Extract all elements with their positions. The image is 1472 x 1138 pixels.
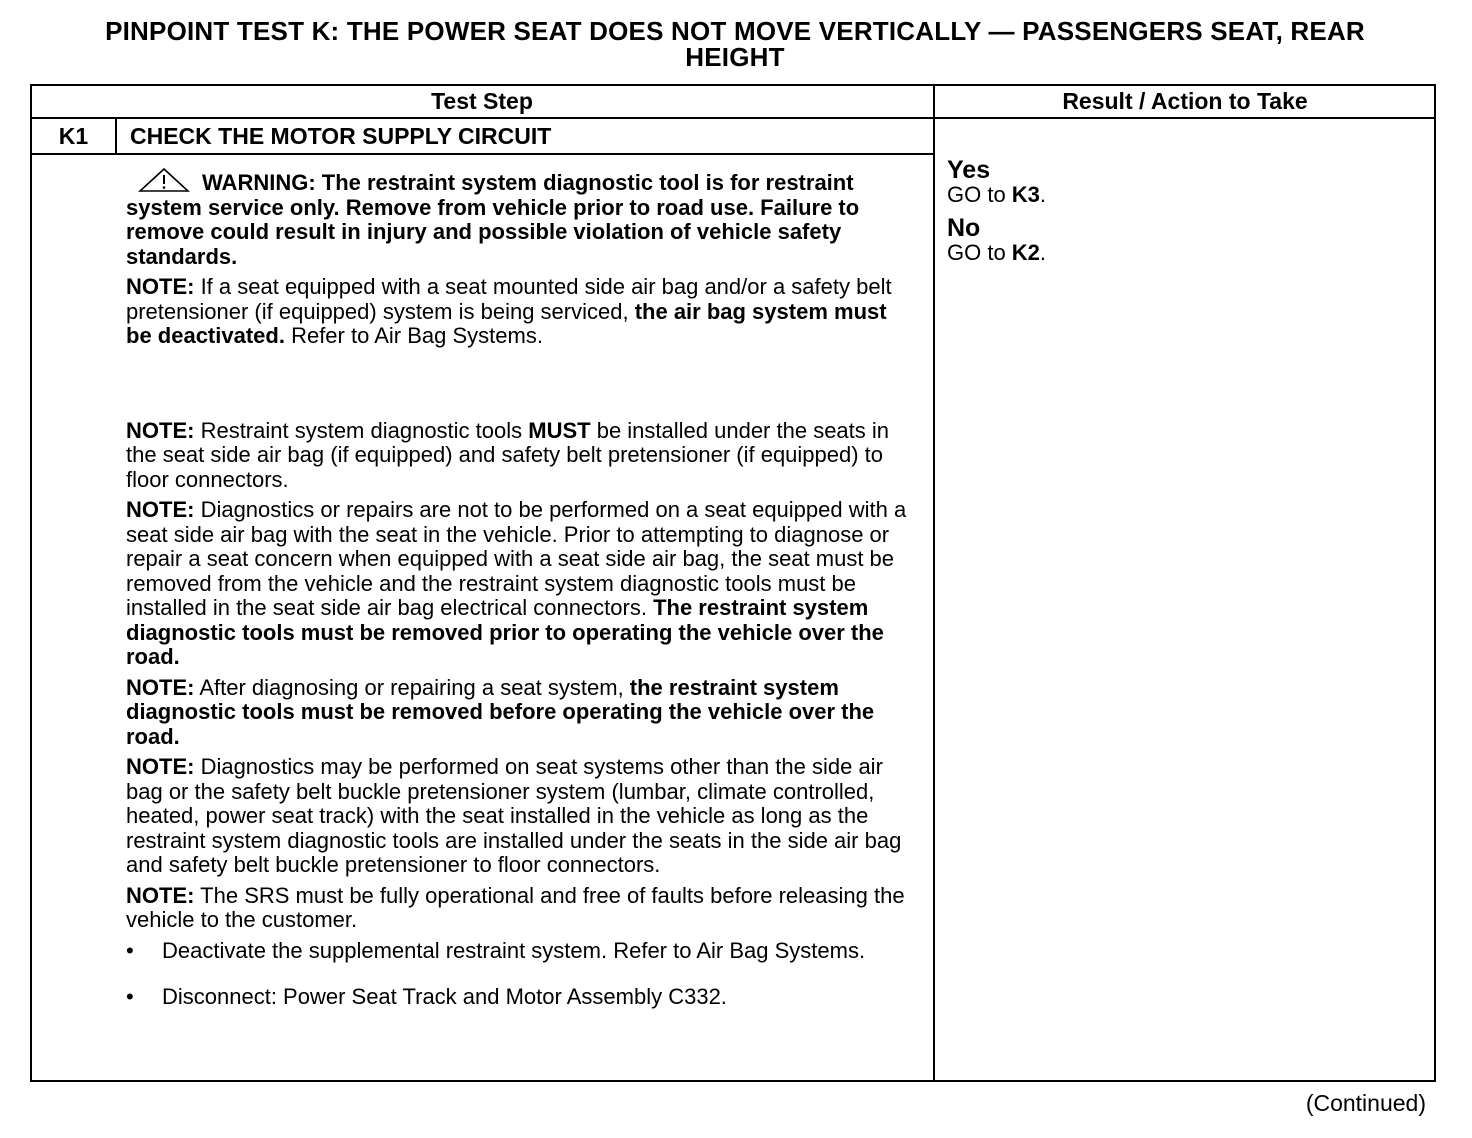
action-list bbox=[126, 939, 916, 1010]
note-bold-text: The restraint system diagnostic tools must be removed prior to operating the vehicle over the road. bbox=[126, 595, 884, 669]
note-label: NOTE: bbox=[126, 417, 195, 443]
result-column bbox=[947, 157, 1417, 273]
step-id-divider bbox=[115, 118, 117, 154]
page-title-line-2: HEIGHT bbox=[685, 42, 785, 72]
column-divider bbox=[933, 84, 935, 1082]
list-item bbox=[126, 985, 916, 1010]
list-item bbox=[126, 939, 916, 964]
header-divider bbox=[30, 117, 1436, 119]
page-title-line-1: PINPOINT TEST K: THE POWER SEAT DOES NOT MOVE VERTICALLY — PASSENGERS SEAT, REAR bbox=[105, 16, 1365, 46]
note-1 bbox=[126, 275, 916, 349]
continued-label: (Continued) bbox=[1305, 1090, 1426, 1116]
result-no-action bbox=[947, 241, 1417, 265]
result-target: K3 bbox=[1011, 182, 1040, 207]
warning-paragraph bbox=[126, 168, 916, 269]
list-item-text: Deactivate the supplemental restraint system. Refer to Air Bag Systems. bbox=[162, 937, 866, 963]
result-action-prefix: GO to bbox=[947, 182, 1012, 207]
note-text: Diagnostics may be performed on seat systems other than the side air bag or the safety belt buckle pretensioner system (lumbar, climate controlled, heated, power seat track) with the seat installed in the vehicle as long as the restraint system diagnostic tools are installed under the seats in the side air bag and safety belt buckle pretensioner to floor connectors. bbox=[126, 754, 902, 877]
note-label: NOTE: bbox=[126, 674, 195, 700]
note-text: be installed under the seats in the seat side air bag (if equipped) and safety belt pretensioner (if equipped) to floor connectors. bbox=[126, 417, 890, 492]
result-no bbox=[947, 215, 1417, 265]
warning-triangle-icon bbox=[138, 168, 190, 192]
result-action-suffix: . bbox=[1039, 240, 1047, 265]
note-2 bbox=[126, 419, 916, 493]
step-content bbox=[126, 168, 916, 1010]
note-text: Restraint system diagnostic tools bbox=[194, 417, 529, 443]
note-bold-text: the air bag system must be deactivated. bbox=[126, 298, 887, 348]
page-title bbox=[30, 18, 1440, 70]
note-text: The SRS must be fully operational and free of faults before releasing the vehicle to the customer. bbox=[126, 882, 905, 932]
note-label: NOTE: bbox=[126, 274, 195, 299]
note-6 bbox=[126, 884, 916, 933]
header-test-step: Test Step bbox=[431, 88, 533, 114]
list-item-text: Disconnect: Power Seat Track and Motor Assembly C332. bbox=[162, 984, 727, 1009]
note-label: NOTE: bbox=[126, 754, 195, 779]
note-text: Diagnostics or repairs are not to be performed on a seat equipped with a seat side air bag with the seat in the vehicle. Prior to attempting to diagnose or repair a seat concern when equipped with a seat side air bag, the seat must be removed from the vehicle and the restraint system diagnostic tools must be installed in the seat side air bag electrical connectors. bbox=[126, 497, 907, 620]
header-result-action: Result / Action to Take bbox=[1062, 88, 1308, 114]
note-bold-text: MUST bbox=[528, 417, 591, 443]
result-yes-label: Yes bbox=[947, 156, 991, 184]
note-label: NOTE: bbox=[126, 882, 195, 908]
note-label: NOTE: bbox=[126, 497, 195, 522]
step-row-divider bbox=[30, 153, 934, 155]
note-bold-text: the restraint system diagnostic tools must be removed before operating the vehicle over the road. bbox=[126, 674, 875, 749]
note-text: If a seat equipped with a seat mounted side air bag and/or a safety belt pretensioner (if equipped) system is being serviced, bbox=[126, 274, 892, 324]
result-yes bbox=[947, 157, 1417, 207]
result-yes-action bbox=[947, 183, 1417, 207]
note-text: Refer to Air Bag Systems. bbox=[284, 323, 543, 348]
note-4 bbox=[126, 676, 916, 750]
note-text: After diagnosing or repairing a seat system, bbox=[194, 674, 630, 700]
note-5 bbox=[126, 755, 916, 878]
result-action-suffix: . bbox=[1039, 182, 1047, 207]
bullet-icon: • bbox=[126, 937, 134, 963]
step-title: CHECK THE MOTOR SUPPLY CIRCUIT bbox=[130, 123, 552, 149]
warning-text: WARNING: The restraint system diagnostic tool is for restraint system service only. Remove from vehicle prior to road use. Failure to remove could result in injury and possible violation of vehicle safety standards. bbox=[126, 170, 860, 269]
result-action-prefix: GO to bbox=[947, 240, 1012, 265]
result-target: K2 bbox=[1011, 240, 1040, 265]
bullet-icon: • bbox=[126, 984, 134, 1009]
result-no-label: No bbox=[947, 214, 981, 242]
note-3 bbox=[126, 498, 916, 670]
step-id: K1 bbox=[58, 123, 89, 149]
